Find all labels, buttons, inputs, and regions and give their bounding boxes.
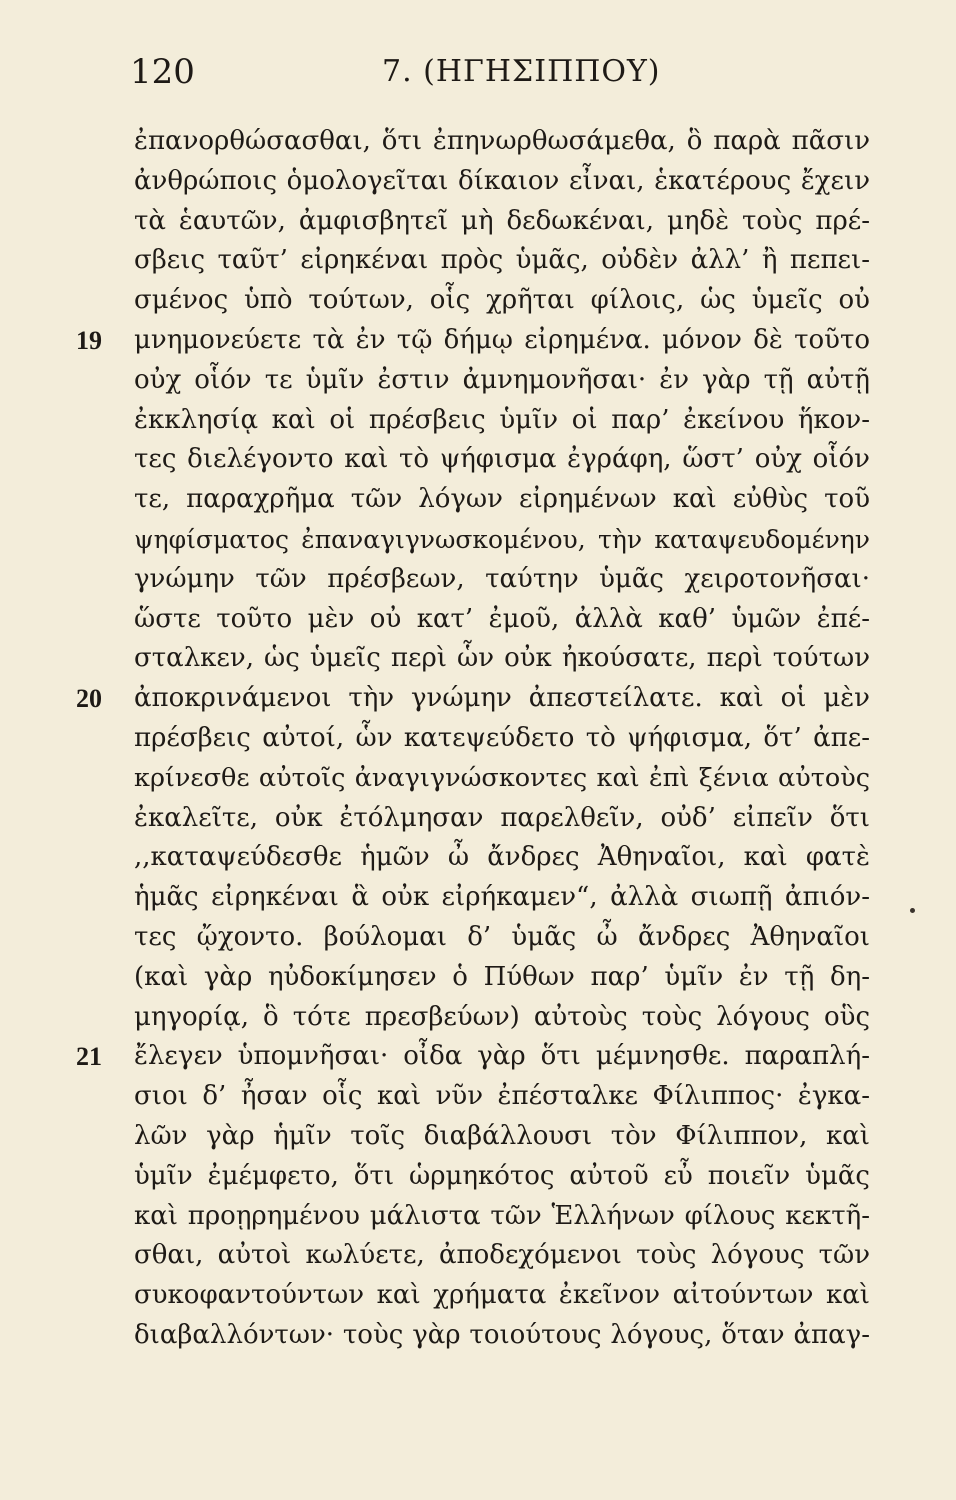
line-text: κρίνεσθε αὐτοῖς ἀναγιγνώσκοντες καὶ ἐπὶ ξένια αὐτοὺς	[134, 762, 870, 793]
text-line	[134, 639, 870, 679]
page-header	[120, 50, 880, 100]
line-text: λῶν γὰρ ἡμῖν τοῖς διαβάλλουσι τὸν Φίλιππον, καὶ	[134, 1120, 870, 1151]
text-line	[134, 440, 870, 480]
section-number: 20	[76, 684, 102, 714]
running-title: 7. (ΗΓΗΣΙΠΠΟΥ)	[382, 54, 661, 89]
text-line	[76, 321, 870, 361]
line-text: ἐκαλεῖτε, οὐκ ἐτόλμησαν παρελθεῖν, οὐδ’ εἰπεῖν ὅτι	[134, 802, 870, 833]
line-text: (καὶ γὰρ ηὐδοκίμησεν ὁ Πύθων παρ’ ὑμῖν ἐν τῇ δη-	[134, 961, 870, 992]
line-text: σιοι δ’ ἦσαν οἷς καὶ νῦν ἐπέσταλκε Φίλιππος· ἐγκα-	[134, 1081, 870, 1112]
text-line	[134, 799, 870, 839]
text-line	[134, 401, 870, 441]
text-line	[134, 1316, 870, 1356]
text-line	[134, 480, 870, 520]
line-text: μνημονεύετε τὰ ἐν τῷ δήμῳ εἰρημένα. μόνον δὲ τοῦτο	[134, 324, 870, 355]
text-line	[134, 600, 870, 640]
line-text: διαβαλλόντων· τοὺς γὰρ τοιούτους λόγους, ὅταν ἀπαγ-	[134, 1319, 870, 1350]
text-line	[134, 122, 870, 162]
text-line	[134, 361, 870, 401]
line-text: οὐχ οἷόν τε ὑμῖν ἐστιν ἀμνημονῆσαι· ἐν γὰρ τῇ αὐτῇ	[134, 364, 870, 395]
line-text: συκοφαντούντων καὶ χρήματα ἐκεῖνον αἰτούντων καὶ	[134, 1280, 870, 1311]
text-line	[134, 1276, 870, 1316]
line-text: ὥστε τοῦτο μὲν οὐ κατ’ ἐμοῦ, ἀλλὰ καθ’ ὑμῶν ἐπέ-	[134, 603, 870, 634]
line-text: ψηφίσματος ἐπαναγιγνωσκομένου, τὴν καταψευδομένην	[134, 524, 870, 554]
text-line	[134, 241, 870, 281]
body-text	[76, 122, 870, 1356]
line-text: σμένος ὑπὸ τούτων, οἷς χρῆται φίλοις, ὡς ὑμεῖς οὐ	[134, 285, 870, 316]
line-text: ἀποκρινάμενοι τὴν γνώμην ἀπεστείλατε. καὶ οἱ μὲν	[134, 683, 870, 714]
line-text: ἀνθρώποις ὁμολογεῖται δίκαιον εἶναι, ἑκατέρους ἔχειν	[134, 165, 870, 196]
text-line	[134, 1117, 870, 1157]
line-text: τες διελέγοντο καὶ τὸ ψήφισμα ἐγράφη, ὥστ’ οὐχ οἷόν	[134, 444, 870, 475]
line-text: ἔλεγεν ὑπομνῆσαι· οἶδα γὰρ ὅτι μέμνησθε. παραπλή-	[134, 1041, 870, 1072]
line-text: ἐπανορθώσασθαι, ὅτι ἐπηνωρθωσάμεθα, ὃ παρὰ πᾶσιν	[134, 126, 870, 156]
text-line	[134, 719, 870, 759]
text-line	[134, 202, 870, 242]
page-number: 120	[130, 52, 195, 92]
text-line	[134, 560, 870, 600]
line-text: μηγορίᾳ, ὃ τότε πρεσβεύων) αὐτοὺς τοὺς λόγους οὓς	[134, 1001, 870, 1032]
text-line	[76, 1037, 870, 1077]
text-line	[76, 679, 870, 719]
stray-dot-mark	[910, 908, 915, 913]
text-line	[134, 878, 870, 918]
line-text: ὑμῖν ἐμέμφετο, ὅτι ὡρμηκότος αὐτοῦ εὖ ποιεῖν ὑμᾶς	[134, 1160, 870, 1191]
text-line	[134, 1077, 870, 1117]
line-text: ἡμᾶς εἰρηκέναι ἃ οὐκ εἰρήκαμεν“, ἀλλὰ σιωπῇ ἀπιόν-	[134, 882, 870, 913]
text-line	[134, 1236, 870, 1276]
text-line	[134, 1197, 870, 1237]
text-line	[134, 838, 870, 878]
text-line	[134, 918, 870, 958]
line-text: τὰ ἑαυτῶν, ἀμφισβητεῖ μὴ δεδωκέναι, μηδὲ τοὺς πρέ-	[134, 205, 870, 236]
line-text: ἐκκλησίᾳ καὶ οἱ πρέσβεις ὑμῖν οἱ παρ’ ἐκείνου ἥκον-	[134, 404, 870, 435]
line-text: ,,καταψεύδεσθε ἡμῶν ὦ ἄνδρες Ἀθηναῖοι, καὶ φατὲ	[134, 842, 870, 873]
text-line	[134, 958, 870, 998]
line-text: σθαι, αὐτοὶ κωλύετε, ἀποδεχόμενοι τοὺς λόγους τῶν	[134, 1240, 870, 1271]
line-text: γνώμην τῶν πρέσβεων, ταύτην ὑμᾶς χειροτονῆσαι·	[134, 563, 870, 594]
text-line	[134, 281, 870, 321]
text-line	[134, 998, 870, 1038]
section-number: 21	[76, 1042, 102, 1072]
text-line	[134, 162, 870, 202]
section-number: 19	[76, 325, 102, 355]
text-line	[134, 759, 870, 799]
line-text: καὶ προῃρημένου μάλιστα τῶν Ἑλλήνων φίλους κεκτῆ-	[134, 1200, 870, 1231]
text-line	[134, 1157, 870, 1197]
text-line	[134, 520, 870, 560]
line-text: πρέσβεις αὐτοί, ὧν κατεψεύδετο τὸ ψήφισμα, ὅτ’ ἀπε-	[134, 722, 870, 753]
line-text: τες ᾤχοντο. βούλομαι δ’ ὑμᾶς ὦ ἄνδρες Ἀθηναῖοι	[134, 921, 870, 952]
line-text: σταλκεν, ὡς ὑμεῖς περὶ ὧν οὐκ ἠκούσατε, περὶ τούτων	[134, 643, 870, 674]
line-text: τε, παραχρῆμα τῶν λόγων εἰρημένων καὶ εὐθὺς τοῦ	[134, 484, 870, 515]
line-text: σβεις ταῦτ’ εἰρηκέναι πρὸς ὑμᾶς, οὐδὲν ἀλλ’ ἢ πεπει-	[134, 245, 870, 276]
